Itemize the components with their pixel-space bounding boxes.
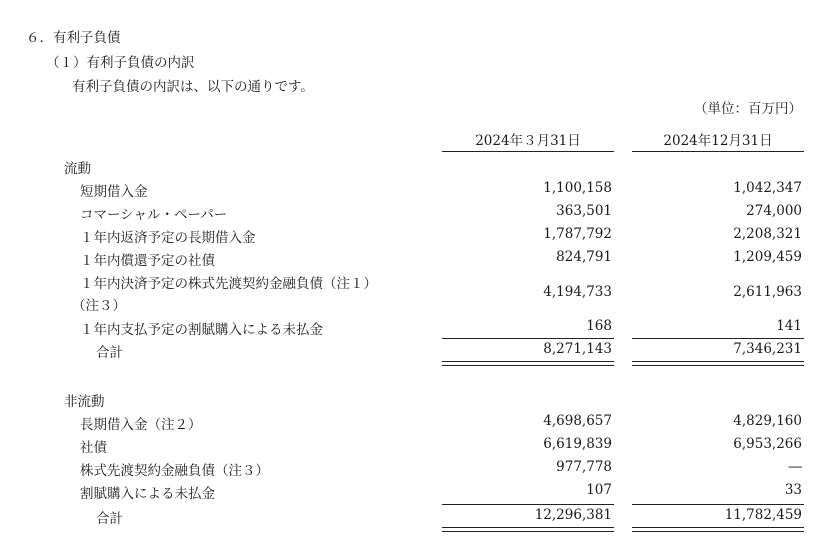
row-label-continuation: （注３） [72, 298, 126, 314]
total-value-col1: 12,296,381 [534, 507, 612, 523]
row-label: 社債 [80, 440, 107, 456]
row-value-col1: 363,501 [556, 203, 612, 219]
total-double-rule-col1 [442, 527, 614, 532]
header-rule-col1 [442, 151, 614, 152]
row-value-col2: ― [788, 459, 802, 475]
subtotal-rule-col2 [632, 338, 804, 339]
subtotal-rule-col2 [632, 504, 804, 505]
subtotal-rule-col1 [442, 338, 614, 339]
total-label: 合計 [96, 345, 123, 361]
total-label: 合計 [96, 511, 123, 527]
current-section-title: 流動 [64, 161, 91, 177]
row-value-col1: 107 [586, 482, 612, 498]
total-double-rule-col2 [632, 361, 804, 366]
row-label: １年内償還予定の社債 [80, 253, 215, 269]
column-header-mar-2024: 2024年３月31日 [475, 133, 581, 149]
row-value-col1: 168 [586, 318, 612, 334]
total-value-col1: 8,271,143 [543, 341, 612, 357]
row-value-col2: 4,829,160 [733, 413, 802, 429]
total-value-col2: 11,782,459 [724, 507, 802, 523]
total-value-col2: 7,346,231 [733, 341, 802, 357]
row-value-col1: 824,791 [556, 249, 612, 265]
row-value-col2: 141 [776, 318, 802, 334]
row-value-col1: 977,778 [556, 459, 612, 475]
row-label: 短期借入金 [80, 184, 148, 200]
total-double-rule-col1 [442, 361, 614, 366]
row-value-col2: 33 [784, 482, 802, 498]
intro-text: 有利子負債の内訳は、以下の通りです。 [72, 79, 314, 95]
row-label: 株式先渡契約金融負債（注３） [80, 463, 269, 479]
row-label: コマーシャル・ペーパー [80, 207, 228, 223]
row-label: 割賦購入による未払金 [80, 486, 215, 502]
unit-label: （単位：百万円） [694, 101, 802, 117]
subsection-heading: （１）有利子負債の内訳 [46, 55, 195, 71]
row-value-col1: 1,787,792 [543, 226, 612, 242]
header-rule-col2 [632, 151, 804, 152]
subtotal-rule-col1 [442, 504, 614, 505]
row-value-col1: 6,619,839 [543, 436, 612, 452]
row-value-col2: 2,208,321 [733, 226, 802, 242]
row-value-col1: 4,194,733 [543, 284, 612, 300]
row-value-col1: 1,100,158 [543, 180, 612, 196]
column-header-dec-2024: 2024年12月31日 [663, 133, 773, 149]
noncurrent-section-title: 非流動 [64, 394, 105, 410]
row-label: １年内支払予定の割賦購入による未払金 [80, 322, 323, 338]
row-value-col2: 1,042,347 [733, 180, 802, 196]
row-value-col2: 274,000 [746, 203, 802, 219]
row-label: １年内返済予定の長期借入金 [80, 230, 256, 246]
row-label: １年内決済予定の株式先渡契約金融負債（注１） [80, 276, 377, 292]
row-value-col1: 4,698,657 [543, 413, 612, 429]
row-value-col2: 6,953,266 [733, 436, 802, 452]
row-value-col2: 1,209,459 [733, 249, 802, 265]
row-value-col2: 2,611,963 [733, 284, 802, 300]
section-heading: ６．有利子負債 [26, 30, 121, 46]
total-double-rule-col2 [632, 527, 804, 532]
row-label: 長期借入金（注２） [80, 417, 202, 433]
